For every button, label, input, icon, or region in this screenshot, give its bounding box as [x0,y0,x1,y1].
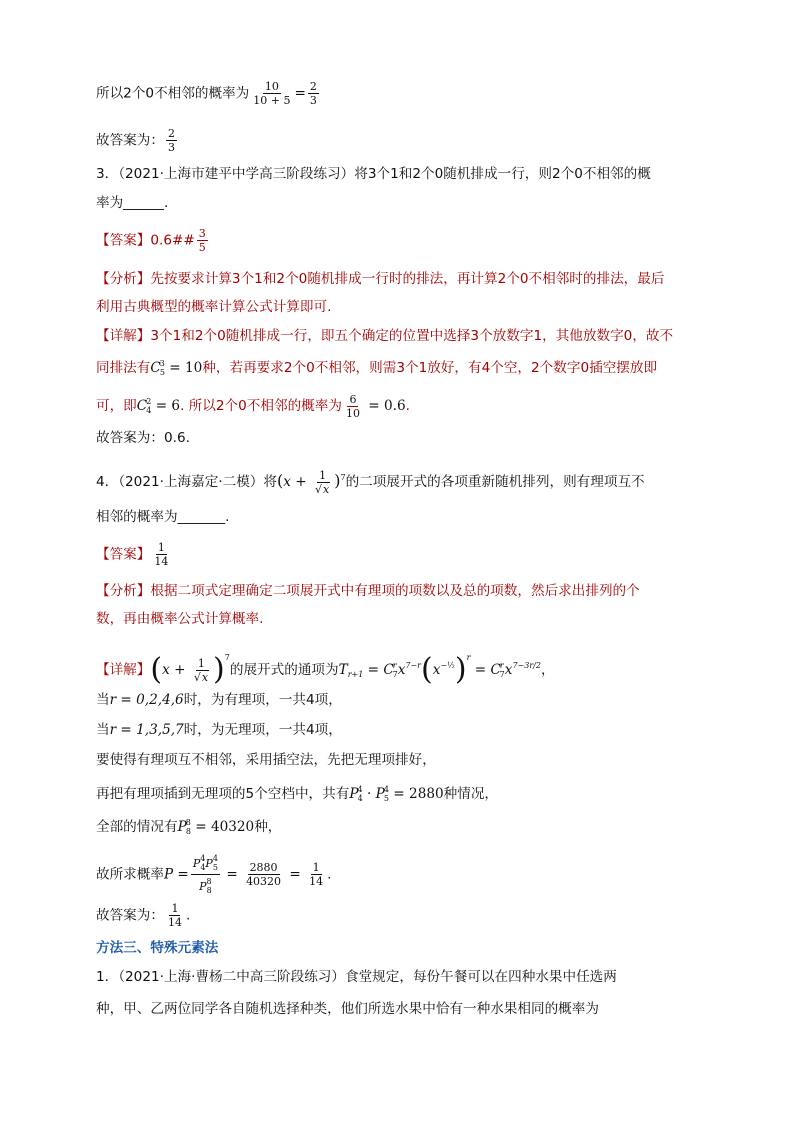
fraction: $\frac{10}{10 + 5}$ [253,80,291,107]
fraction: $\frac{2}{3}$ [309,80,317,107]
q4-analysis: 【分析】根据二项式定理确定二项展开式中有理项的项数以及总的项数，然后求出排列的个 [96,583,640,599]
q4-answer [96,541,172,568]
q4-detail: 【详解】(x + $\frac{1}{√x}$ )$^7$的展开式的通项为$T_{r+1} = C^r_7x^{7-r}(x^{-\frac{1}{2}})^r = C^r_7x^{7-3r/2}$， [96,652,555,687]
fraction: $\frac{1}{√x}$ [315,468,330,496]
q3-final-answer: 故答案为：0.6. [96,430,190,446]
answer-tag: 【答案】 [96,546,151,563]
q4-irrational-case: 当r = 1,3,5,7时，为无理项，一共4项， [96,722,342,738]
question-3-text-cont: 率为______. [96,195,169,211]
detail-tag: 【详解】 [96,662,151,678]
problem-1-text-cont: 种，甲、乙两位同学各自随机选择种类，他们所选水果中恰有一种水果相同的概率为 [96,1001,599,1017]
q3-analysis: 【分析】先按要求计算3个1和2个0随机排成一行时的排法，再计算2个0不相邻时的排法，最后 [96,271,665,287]
q4-count-total: 全部的情况有$P^8_8 = 40320$种， [96,818,282,836]
question-4-text-cont: 相邻的概率为_______. [96,509,230,525]
fraction: $\frac{2}{3}$ [167,127,175,154]
section-heading: 方法三、特殊元素法 [96,940,219,956]
analysis-tag: 【分析】 [96,271,151,287]
fraction: $\frac{P^4_4P^4_5}{P^8_8}$ [192,854,219,895]
q3-answer: 【答案】0.6## $\frac{3}{5}$ [96,227,206,254]
fraction: $\frac{3}{5}$ [198,227,206,254]
question-4-text: 4．（2021·上海嘉定·二模）将(x + $\frac{1}{√x}$ )$^7$的二项展开式的各项重新随机排列，则有理项互不 [96,468,645,496]
problem-1-text: 1．（2021·上海·曹杨二中高三阶段练习）食堂规定，每份午餐可以在四种水果中任选两 [96,969,617,985]
fraction: $\frac{1}{14}$ [309,861,324,888]
q4-analysis-cont: 数，再由概率公式计算概率. [96,611,264,627]
question-3-text: 3．（2021·上海市建平中学高三阶段练习）将3个1和2个0随机排成一行，则2个0不相邻的概 [96,166,651,182]
q3-detail: 【详解】3个1和2个0随机排成一行，即五个确定的位置中选择3个放数字1，其他放数字0，故不 [96,328,674,344]
fraction: $\frac{1}{√x}$ [193,656,209,684]
q4-count-favorable: 再把有理项插到无理项的5个空档中，共有$P^4_4 \cdot P^4_5 = 2880$种情况， [96,785,499,803]
q3-analysis-cont: 利用古典概型的概率计算公式计算即可. [96,299,332,315]
q3-detail-2: 同排法有$C^3_5 = 10$种，若再要求2个0不相邻，则需3个1放好，有4个空，2个数字0插空摆放即 [96,359,658,377]
fraction: $\frac{1}{14}$ [167,902,182,929]
q4-insert-method: 要使得有理项互不相邻，采用插空法，先把无理项排好， [96,752,436,768]
fraction: $\frac{1}{14}$ [154,541,169,568]
line-prob-conclusion: 所以2个0不相邻的概率为 $\frac{10}{10 + 5}$ = $\frac{2}{3}$ [96,80,317,107]
analysis-tag: 【分析】 [96,583,151,599]
q4-probability: 故所求概率P = $\frac{P^4_4P^4_5}{P^8_8}$ = $\frac{2880}{40320}$ = $\frac{1}{14}$ . [96,854,332,895]
q4-rational-case: 当r = 0,2,4,6时，为有理项，一共4项， [96,692,342,708]
q4-final-answer: 故答案为： $\frac{1}{14}$ . [96,902,191,929]
fraction: $\frac{2880}{40320}$ [246,861,282,888]
fraction: $\frac{6}{10}$ [345,392,360,420]
detail-tag: 【详解】 [96,328,151,344]
q3-detail-3: 可，即$C^2_4 = 6$. 所以2个0不相邻的概率为 $\frac{6}{10}$ = 0.6. [96,392,410,420]
line-answer: 故答案为： $\frac{2}{3}$ [96,127,175,154]
answer-tag: 【答案】 [96,232,151,249]
